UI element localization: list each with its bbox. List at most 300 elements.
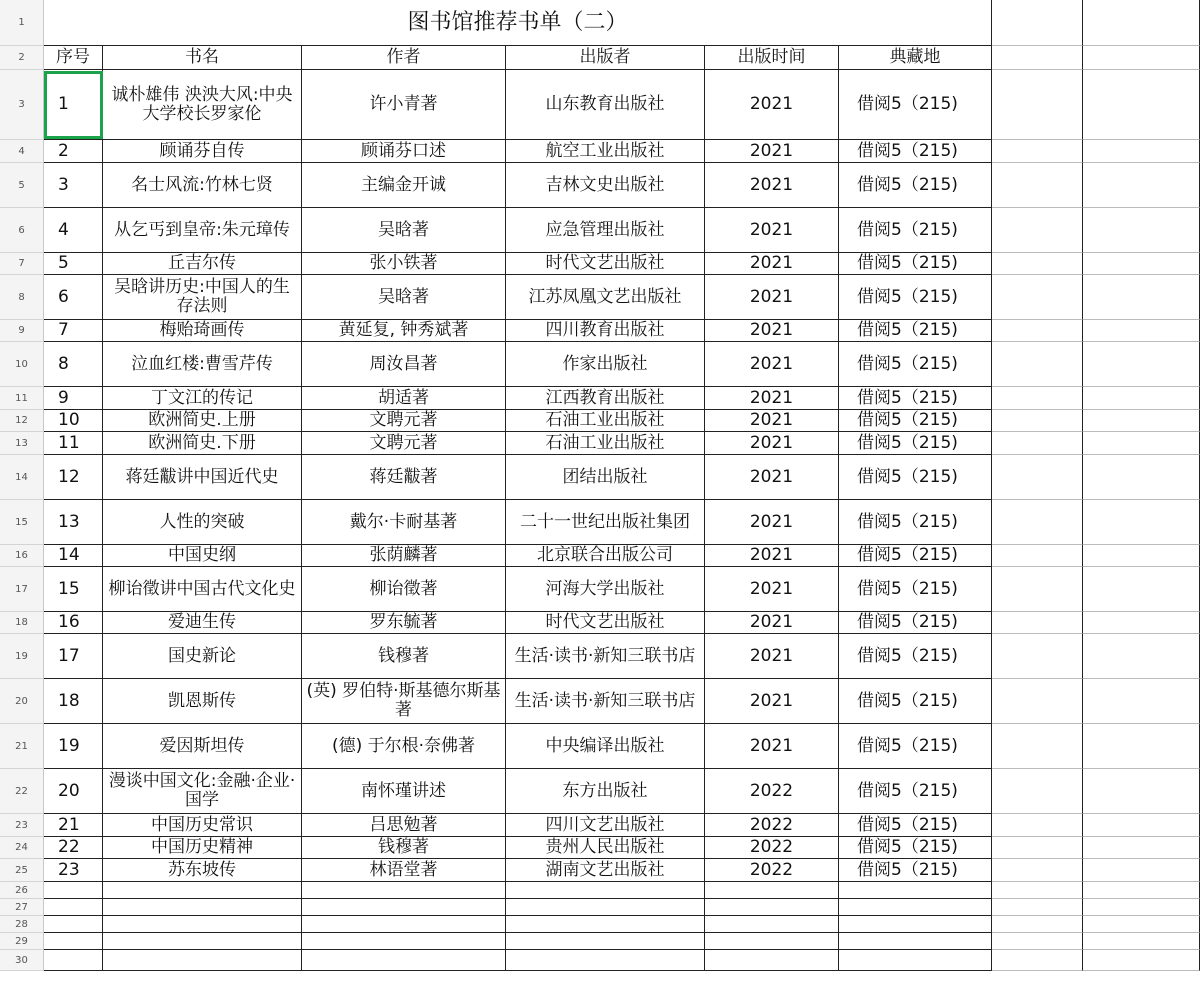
location-cell[interactable] <box>839 814 992 837</box>
year-cell[interactable] <box>705 500 839 545</box>
row-header[interactable]: 3 <box>0 70 44 140</box>
author-cell[interactable] <box>302 933 506 950</box>
empty-cell[interactable] <box>992 0 1083 46</box>
seq-cell-text: 2 <box>58 140 69 161</box>
location-cell[interactable] <box>839 140 992 163</box>
year-cell[interactable] <box>705 455 839 500</box>
empty-cell[interactable] <box>1083 567 1200 612</box>
seq-cell[interactable] <box>44 612 103 634</box>
empty-cell[interactable] <box>1083 859 1200 882</box>
publisher-cell[interactable] <box>506 275 705 320</box>
title-cell[interactable] <box>103 320 302 342</box>
title-cell[interactable] <box>103 814 302 837</box>
empty-cell[interactable] <box>1083 163 1200 208</box>
seq-cell[interactable] <box>44 140 103 163</box>
location-cell-text: 借阅5（215) <box>857 466 958 487</box>
empty-cell[interactable] <box>1083 899 1200 916</box>
row-header[interactable]: 4 <box>0 140 44 163</box>
location-cell[interactable] <box>839 320 992 342</box>
year-cell[interactable] <box>705 950 839 971</box>
seq-cell[interactable] <box>44 814 103 837</box>
seq-cell[interactable] <box>44 410 103 432</box>
row-header[interactable]: 6 <box>0 208 44 253</box>
empty-cell[interactable] <box>992 612 1083 634</box>
location-cell[interactable] <box>839 455 992 500</box>
author-cell-text: 主编金开诚 <box>361 174 446 195</box>
publisher-cell[interactable] <box>506 859 705 882</box>
location-cell-text: 借阅5（215) <box>857 578 958 599</box>
year-cell[interactable] <box>705 882 839 899</box>
author-cell[interactable] <box>302 455 506 500</box>
title-cell[interactable] <box>103 859 302 882</box>
empty-cell[interactable] <box>992 320 1083 342</box>
year-cell[interactable] <box>705 837 839 859</box>
author-cell[interactable] <box>302 899 506 916</box>
empty-cell[interactable] <box>992 916 1083 933</box>
empty-cell[interactable] <box>992 634 1083 679</box>
year-cell[interactable] <box>705 916 839 933</box>
year-cell-text: 2021 <box>749 94 794 114</box>
table-row <box>44 320 1200 342</box>
year-cell[interactable] <box>705 253 839 275</box>
author-cell[interactable] <box>302 253 506 275</box>
author-cell-text: 张荫麟著 <box>369 545 438 565</box>
publisher-cell-text: 吉林文史出版社 <box>545 174 665 195</box>
seq-cell[interactable] <box>44 500 103 545</box>
page-title[interactable] <box>44 0 992 46</box>
location-cell[interactable] <box>839 545 992 567</box>
publisher-cell[interactable] <box>506 387 705 410</box>
empty-cell[interactable] <box>1083 916 1200 933</box>
publisher-cell[interactable] <box>506 320 705 342</box>
empty-cell[interactable] <box>1083 814 1200 837</box>
seq-cell[interactable] <box>44 567 103 612</box>
row-header[interactable]: 30 <box>0 950 44 971</box>
publisher-cell[interactable] <box>506 950 705 971</box>
table-row <box>44 814 1200 837</box>
location-cell[interactable] <box>839 634 992 679</box>
title-cell[interactable] <box>103 70 302 140</box>
empty-cell[interactable] <box>1083 342 1200 387</box>
row-header[interactable]: 7 <box>0 253 44 275</box>
title-row <box>44 0 1200 46</box>
empty-cell[interactable] <box>1083 455 1200 500</box>
empty-cell[interactable] <box>1083 545 1200 567</box>
title-cell[interactable] <box>103 724 302 769</box>
publisher-cell[interactable] <box>506 140 705 163</box>
seq-cell[interactable] <box>44 208 103 253</box>
empty-cell[interactable] <box>1083 432 1200 455</box>
seq-cell[interactable] <box>44 432 103 455</box>
publisher-cell-text: 北京联合出版公司 <box>537 545 673 565</box>
row-header[interactable]: 28 <box>0 916 44 933</box>
empty-cell[interactable] <box>992 724 1083 769</box>
row-header[interactable]: 27 <box>0 899 44 916</box>
empty-cell[interactable] <box>992 679 1083 724</box>
author-cell[interactable] <box>302 769 506 814</box>
publisher-cell[interactable] <box>506 500 705 545</box>
empty-cell[interactable] <box>992 814 1083 837</box>
location-cell[interactable] <box>839 432 992 455</box>
author-cell[interactable] <box>302 612 506 634</box>
table-row <box>44 859 1200 882</box>
empty-cell[interactable] <box>1083 320 1200 342</box>
empty-cell[interactable] <box>992 387 1083 410</box>
seq-cell[interactable] <box>44 899 103 916</box>
publisher-cell[interactable] <box>506 70 705 140</box>
year-cell[interactable] <box>705 567 839 612</box>
title-cell-text: 漫谈中国文化:金融·企业·国学 <box>108 771 296 810</box>
empty-cell[interactable] <box>1083 612 1200 634</box>
row-header[interactable]: 5 <box>0 163 44 208</box>
publisher-cell[interactable] <box>506 814 705 837</box>
title-cell-text: 欧洲简史.上册 <box>148 410 256 430</box>
author-cell[interactable] <box>302 500 506 545</box>
author-cell[interactable] <box>302 679 506 724</box>
year-cell[interactable] <box>705 163 839 208</box>
location-cell[interactable] <box>839 950 992 971</box>
empty-cell[interactable] <box>1083 933 1200 950</box>
publisher-cell[interactable] <box>506 432 705 455</box>
publisher-cell[interactable] <box>506 634 705 679</box>
location-cell-text: 借阅5（215) <box>857 837 958 857</box>
column-header[interactable] <box>705 46 839 70</box>
row-header[interactable]: 11 <box>0 387 44 410</box>
seq-cell[interactable] <box>44 545 103 567</box>
publisher-cell[interactable] <box>506 724 705 769</box>
year-cell[interactable] <box>705 320 839 342</box>
author-cell[interactable] <box>302 163 506 208</box>
empty-cell[interactable] <box>992 950 1083 971</box>
publisher-cell[interactable] <box>506 899 705 916</box>
year-cell[interactable] <box>705 814 839 837</box>
row-header[interactable]: 17 <box>0 567 44 612</box>
title-cell-text: 爱迪生传 <box>168 612 236 632</box>
column-header-text: 作者 <box>386 47 421 67</box>
year-cell[interactable] <box>705 899 839 916</box>
year-cell[interactable] <box>705 933 839 950</box>
empty-cell[interactable] <box>992 882 1083 899</box>
publisher-cell-text: 湖南文艺出版社 <box>545 859 665 880</box>
author-cell[interactable] <box>302 387 506 410</box>
year-cell[interactable] <box>705 432 839 455</box>
author-cell[interactable] <box>302 950 506 971</box>
empty-cell[interactable] <box>992 837 1083 859</box>
title-cell[interactable] <box>103 899 302 916</box>
publisher-cell[interactable] <box>506 567 705 612</box>
seq-cell[interactable] <box>44 769 103 814</box>
year-cell[interactable] <box>705 634 839 679</box>
seq-cell[interactable] <box>44 916 103 933</box>
empty-cell[interactable] <box>1083 724 1200 769</box>
title-cell[interactable] <box>103 916 302 933</box>
publisher-cell[interactable] <box>506 410 705 432</box>
location-cell[interactable] <box>839 679 992 724</box>
empty-cell[interactable] <box>992 455 1083 500</box>
column-header[interactable] <box>839 46 992 70</box>
location-cell[interactable] <box>839 899 992 916</box>
location-cell-text: 借阅5（215) <box>857 612 958 632</box>
publisher-cell[interactable] <box>506 455 705 500</box>
year-cell[interactable] <box>705 545 839 567</box>
empty-cell[interactable] <box>992 545 1083 567</box>
location-cell[interactable] <box>839 916 992 933</box>
author-cell[interactable] <box>302 208 506 253</box>
title-cell[interactable] <box>103 612 302 634</box>
title-cell[interactable] <box>103 679 302 724</box>
empty-cell[interactable] <box>1083 410 1200 432</box>
publisher-cell[interactable] <box>506 882 705 899</box>
location-cell[interactable] <box>839 567 992 612</box>
row-header[interactable]: 29 <box>0 933 44 950</box>
publisher-cell[interactable] <box>506 916 705 933</box>
publisher-cell[interactable] <box>506 342 705 387</box>
row-header[interactable]: 16 <box>0 545 44 567</box>
location-cell[interactable] <box>839 724 992 769</box>
row-header[interactable]: 23 <box>0 814 44 837</box>
author-cell[interactable] <box>302 342 506 387</box>
column-header[interactable] <box>506 46 705 70</box>
row-header[interactable]: 8 <box>0 275 44 320</box>
row-header[interactable]: 18 <box>0 612 44 634</box>
title-cell[interactable] <box>103 163 302 208</box>
title-cell[interactable] <box>103 882 302 899</box>
empty-cell[interactable] <box>1083 882 1200 899</box>
empty-cell[interactable] <box>992 208 1083 253</box>
author-cell[interactable] <box>302 814 506 837</box>
row-header[interactable]: 1 <box>0 0 44 46</box>
location-cell[interactable] <box>839 837 992 859</box>
year-cell[interactable] <box>705 679 839 724</box>
location-cell-text: 借阅5（215) <box>857 387 958 408</box>
seq-cell[interactable] <box>44 950 103 971</box>
author-cell[interactable] <box>302 275 506 320</box>
title-cell-text: 苏东坡传 <box>168 859 236 880</box>
empty-cell[interactable] <box>992 46 1083 70</box>
seq-cell[interactable] <box>44 882 103 899</box>
publisher-cell[interactable] <box>506 769 705 814</box>
year-cell[interactable] <box>705 387 839 410</box>
empty-cell[interactable] <box>992 140 1083 163</box>
empty-cell[interactable] <box>992 253 1083 275</box>
seq-cell[interactable] <box>44 455 103 500</box>
seq-cell[interactable] <box>44 724 103 769</box>
year-cell[interactable] <box>705 612 839 634</box>
publisher-cell[interactable] <box>506 679 705 724</box>
empty-cell[interactable] <box>992 70 1083 140</box>
empty-cell[interactable] <box>1083 140 1200 163</box>
title-cell[interactable] <box>103 950 302 971</box>
author-cell[interactable] <box>302 837 506 859</box>
empty-cell[interactable] <box>1083 679 1200 724</box>
seq-cell-text: 10 <box>58 410 80 430</box>
empty-cell[interactable] <box>992 432 1083 455</box>
row-header[interactable]: 19 <box>0 634 44 679</box>
seq-cell[interactable] <box>44 70 103 140</box>
publisher-cell[interactable] <box>506 612 705 634</box>
publisher-cell[interactable] <box>506 163 705 208</box>
author-cell[interactable] <box>302 545 506 567</box>
author-cell[interactable] <box>302 916 506 933</box>
empty-cell[interactable] <box>992 275 1083 320</box>
empty-cell[interactable] <box>1083 46 1200 70</box>
seq-cell[interactable] <box>44 387 103 410</box>
title-cell[interactable] <box>103 208 302 253</box>
author-cell[interactable] <box>302 724 506 769</box>
empty-cell[interactable] <box>1083 253 1200 275</box>
row-header[interactable]: 26 <box>0 882 44 899</box>
seq-cell[interactable] <box>44 933 103 950</box>
location-cell[interactable] <box>839 410 992 432</box>
seq-cell[interactable] <box>44 837 103 859</box>
location-cell[interactable] <box>839 70 992 140</box>
author-cell[interactable] <box>302 70 506 140</box>
empty-cell[interactable] <box>992 500 1083 545</box>
empty-cell[interactable] <box>1083 500 1200 545</box>
seq-cell[interactable] <box>44 275 103 320</box>
seq-cell[interactable] <box>44 859 103 882</box>
location-cell[interactable] <box>839 163 992 208</box>
year-cell[interactable] <box>705 70 839 140</box>
title-cell[interactable] <box>103 500 302 545</box>
empty-cell[interactable] <box>1083 837 1200 859</box>
location-cell-text: 借阅5（215) <box>857 286 958 307</box>
empty-cell[interactable] <box>1083 950 1200 971</box>
location-cell[interactable] <box>839 275 992 320</box>
author-cell-text: 吴晗著 <box>378 286 429 307</box>
empty-cell[interactable] <box>1083 275 1200 320</box>
empty-cell[interactable] <box>992 567 1083 612</box>
location-cell[interactable] <box>839 208 992 253</box>
location-cell[interactable] <box>839 882 992 899</box>
publisher-cell[interactable] <box>506 933 705 950</box>
empty-cell[interactable] <box>1083 0 1200 46</box>
publisher-cell[interactable] <box>506 837 705 859</box>
row-header[interactable]: 22 <box>0 769 44 814</box>
year-cell[interactable] <box>705 208 839 253</box>
author-cell[interactable] <box>302 859 506 882</box>
seq-cell-text: 5 <box>58 253 69 273</box>
title-cell[interactable] <box>103 837 302 859</box>
empty-cell[interactable] <box>992 933 1083 950</box>
row-header[interactable]: 24 <box>0 837 44 859</box>
author-cell-text: (德) 于尔根·奈佛著 <box>331 735 476 756</box>
year-cell[interactable] <box>705 342 839 387</box>
year-cell[interactable] <box>705 859 839 882</box>
author-cell[interactable] <box>302 634 506 679</box>
title-cell[interactable] <box>103 342 302 387</box>
year-cell[interactable] <box>705 275 839 320</box>
row-header[interactable]: 20 <box>0 679 44 724</box>
title-cell[interactable] <box>103 253 302 275</box>
year-cell[interactable] <box>705 140 839 163</box>
location-cell[interactable] <box>839 500 992 545</box>
seq-cell[interactable] <box>44 634 103 679</box>
author-cell[interactable] <box>302 140 506 163</box>
location-cell[interactable] <box>839 612 992 634</box>
empty-cell[interactable] <box>1083 769 1200 814</box>
author-cell[interactable] <box>302 410 506 432</box>
seq-cell[interactable] <box>44 342 103 387</box>
row-header[interactable]: 15 <box>0 500 44 545</box>
publisher-cell[interactable] <box>506 545 705 567</box>
row-header[interactable]: 12 <box>0 410 44 432</box>
title-cell[interactable] <box>103 634 302 679</box>
table-row <box>44 410 1200 432</box>
title-cell[interactable] <box>103 455 302 500</box>
seq-cell[interactable] <box>44 253 103 275</box>
empty-cell[interactable] <box>992 342 1083 387</box>
year-cell[interactable] <box>705 769 839 814</box>
author-cell[interactable] <box>302 432 506 455</box>
title-cell[interactable] <box>103 769 302 814</box>
row-header[interactable]: 9 <box>0 320 44 342</box>
title-cell[interactable] <box>103 410 302 432</box>
row-header[interactable]: 21 <box>0 724 44 769</box>
year-cell-text: 2021 <box>749 174 794 195</box>
title-cell[interactable] <box>103 432 302 455</box>
publisher-cell[interactable] <box>506 208 705 253</box>
row-header[interactable]: 10 <box>0 342 44 387</box>
row-header[interactable]: 14 <box>0 455 44 500</box>
location-cell[interactable] <box>839 859 992 882</box>
seq-cell[interactable] <box>44 163 103 208</box>
column-header[interactable] <box>103 46 302 70</box>
row-header[interactable]: 2 <box>0 46 44 70</box>
author-cell[interactable] <box>302 320 506 342</box>
publisher-cell[interactable] <box>506 253 705 275</box>
year-cell[interactable] <box>705 410 839 432</box>
location-cell[interactable] <box>839 253 992 275</box>
empty-cell[interactable] <box>992 859 1083 882</box>
title-cell[interactable] <box>103 140 302 163</box>
empty-cell[interactable] <box>992 410 1083 432</box>
title-cell[interactable] <box>103 275 302 320</box>
empty-cell[interactable] <box>992 769 1083 814</box>
title-cell[interactable] <box>103 545 302 567</box>
title-cell-text: 人性的突破 <box>159 511 245 532</box>
author-cell[interactable] <box>302 882 506 899</box>
empty-cell[interactable] <box>992 899 1083 916</box>
title-cell[interactable] <box>103 387 302 410</box>
author-cell[interactable] <box>302 567 506 612</box>
location-cell[interactable] <box>839 933 992 950</box>
author-cell-text: 胡适著 <box>378 387 429 408</box>
empty-cell[interactable] <box>1083 70 1200 140</box>
empty-cell[interactable] <box>1083 208 1200 253</box>
row-header[interactable]: 13 <box>0 432 44 455</box>
location-cell[interactable] <box>839 342 992 387</box>
author-cell-text: 顾诵芬口述 <box>361 140 446 161</box>
row-header[interactable]: 25 <box>0 859 44 882</box>
empty-cell[interactable] <box>992 163 1083 208</box>
empty-cell[interactable] <box>1083 634 1200 679</box>
column-header[interactable] <box>302 46 506 70</box>
empty-cell[interactable] <box>1083 387 1200 410</box>
year-cell[interactable] <box>705 724 839 769</box>
table-row <box>44 208 1200 253</box>
column-header-text: 书名 <box>185 47 219 67</box>
seq-cell[interactable] <box>44 679 103 724</box>
author-cell-text: 柳诒徵著 <box>369 578 438 599</box>
seq-cell[interactable] <box>44 320 103 342</box>
column-header[interactable] <box>44 46 103 70</box>
title-cell[interactable] <box>103 567 302 612</box>
location-cell[interactable] <box>839 387 992 410</box>
title-cell[interactable] <box>103 933 302 950</box>
location-cell[interactable] <box>839 769 992 814</box>
table-row <box>44 567 1200 612</box>
